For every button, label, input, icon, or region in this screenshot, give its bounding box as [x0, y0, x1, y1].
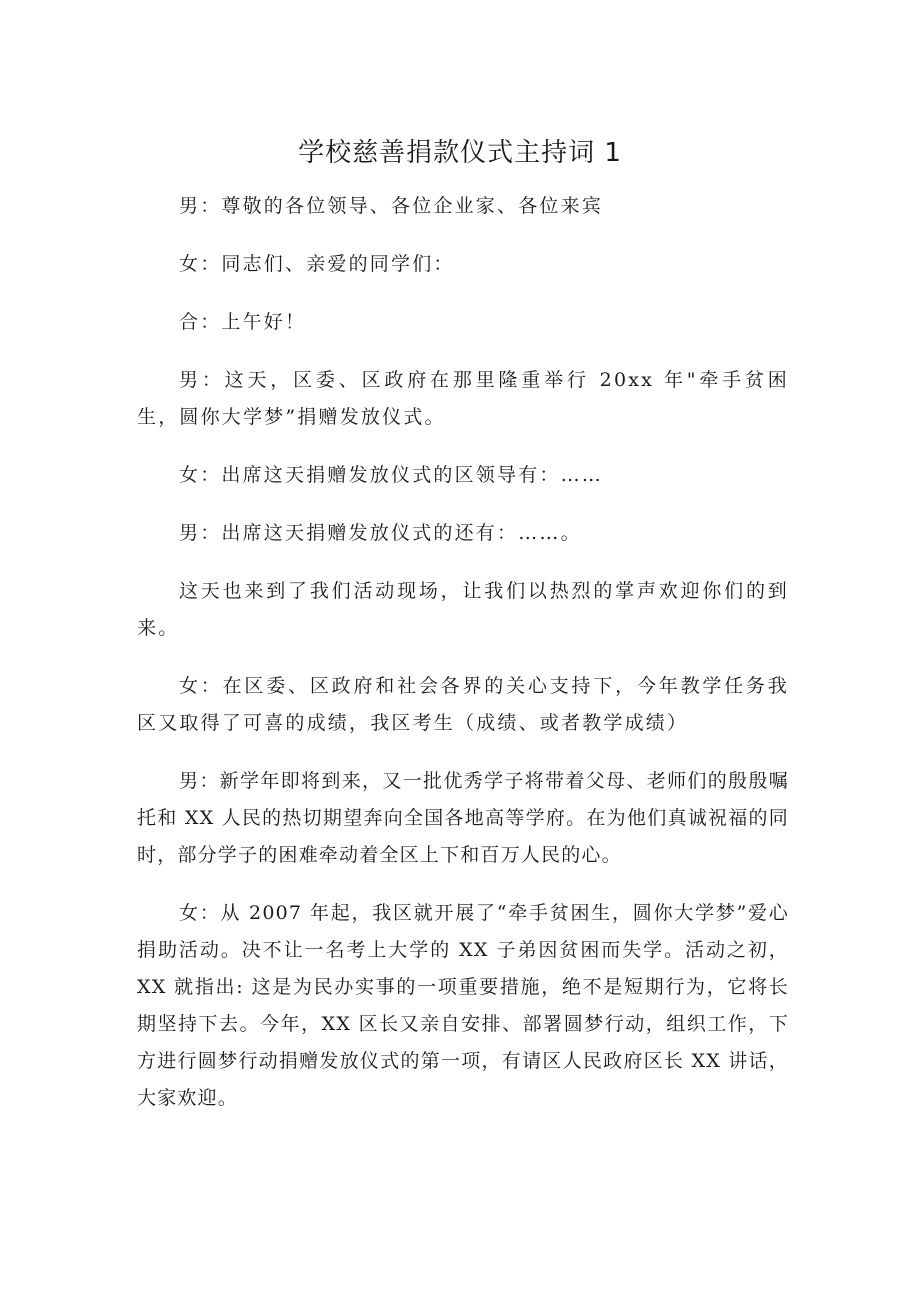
paragraph-greeting-male: 男：尊敬的各位领导、各位企业家、各位来宾: [179, 195, 604, 217]
paragraph-ceremony-intro: 男：这天，区委、区政府在那里隆重举行 20xx 年"牵手贫困生，圆你大学梦”捐赠发放仪式。: [137, 369, 789, 428]
document-title: 学校慈善捐款仪式主持词 1: [298, 138, 622, 168]
paragraph-new-semester: 男：新学年即将到来，又一批优秀学子将带着父母、老师们的殷殷嘱托和 XX 人民的热切期望奔向全国各地高等学府。在为他们真诚祝福的同时，部分学子的困难牵动着全区上下和百万人民的心。: [137, 770, 789, 866]
paragraph-achievements: 女：在区委、区政府和社会各界的关心支持下，今年教学任务我区又取得了可喜的成绩，我区考生（成绩、或者教学成绩）: [137, 675, 789, 734]
paragraph-district-leaders: 女：出席这天捐赠发放仪式的区领导有：……: [179, 464, 604, 486]
paragraph-other-guests: 男：出席这天捐赠发放仪式的还有：……。: [179, 522, 582, 544]
paragraph-greeting-together: 合：上午好！: [179, 311, 307, 333]
paragraph-campaign-history: 女：从 2007 年起，我区就开展了“牵手贫困生，圆你大学梦”爱心捐助活动。决不让一名考上大学的 XX 子弟因贫困而失学。活动之初，XX 就指出: 这是为民办实事的一项重要措施，绝不是短期行为，它将长期坚持下去。今年，XX 区长又亲自安排、部署圆梦行动，组织工作，下方进行圆梦行动捐赠发放仪式的第一项，有请区人民政府区长 XX 讲话，大家欢迎。: [137, 902, 789, 1109]
paragraph-welcome-applause: 这天也来到了我们活动现场，让我们以热烈的掌声欢迎你们的到来。: [137, 580, 789, 639]
paragraph-greeting-female: 女：同志们、亲爱的同学们：: [179, 253, 455, 275]
document-body: [137, 188, 789, 1138]
